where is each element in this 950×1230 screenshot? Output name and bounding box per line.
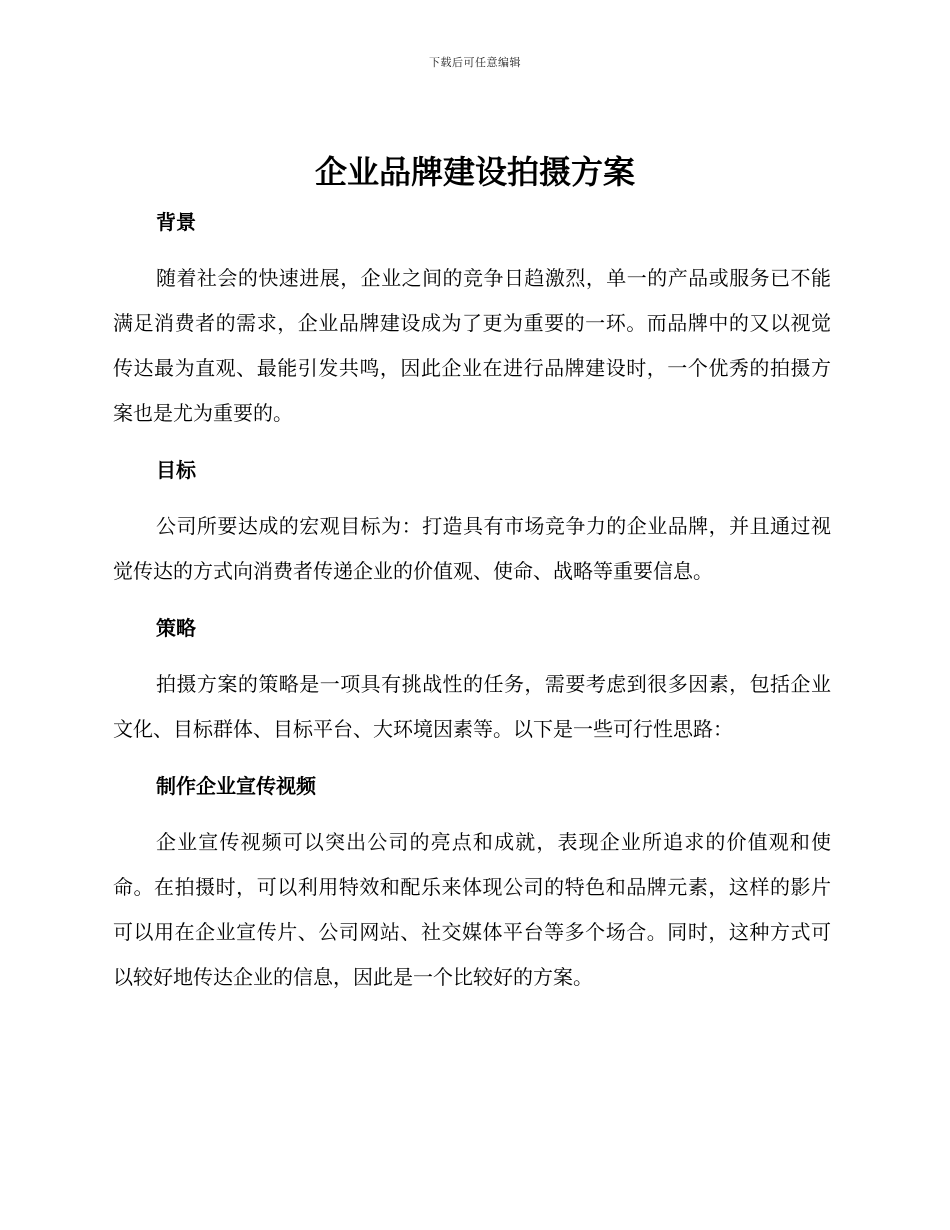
- section-paragraph: 拍摄方案的策略是一项具有挑战性的任务，需要考虑到很多因素，包括企业文化、目标群体、目标平台、大环境因素等。以下是一些可行性思路：: [113, 672, 831, 741]
- document-title: 企业品牌建设拍摄方案: [314, 153, 635, 191]
- section-heading: 目标: [156, 458, 196, 482]
- section-background: [113, 200, 831, 436]
- section-heading: 策略: [156, 616, 196, 640]
- header-note: 下载后可任意编辑: [429, 56, 521, 69]
- section-heading: 制作企业宣传视频: [156, 774, 316, 798]
- section-promo-video: [113, 764, 831, 1000]
- section-paragraph: 企业宣传视频可以突出公司的亮点和成就，表现企业所追求的价值观和使命。在拍摄时，可以利用特效和配乐来体现公司的特色和品牌元素，这样的影片可以用在企业宣传片、公司网站、社交媒体平台等多个场合。同时，这种方式可以较好地传达企业的信息，因此是一个比较好的方案。: [113, 830, 831, 989]
- section-strategy: [113, 606, 831, 752]
- document-body: [113, 200, 831, 1000]
- section-paragraph: 公司所要达成的宏观目标为：打造具有市场竞争力的企业品牌，并且通过视觉传达的方式向消费者传递企业的价值观、使命、战略等重要信息。: [113, 514, 831, 583]
- section-heading: 背景: [156, 210, 196, 234]
- section-paragraph: 随着社会的快速进展，企业之间的竞争日趋激烈，单一的产品或服务已不能满足消费者的需求，企业品牌建设成为了更为重要的一环。而品牌中的又以视觉传达最为直观、最能引发共鸣，因此企业在进行品牌建设时，一个优秀的拍摄方案也是尤为重要的。: [113, 266, 831, 425]
- section-goal: [113, 448, 831, 594]
